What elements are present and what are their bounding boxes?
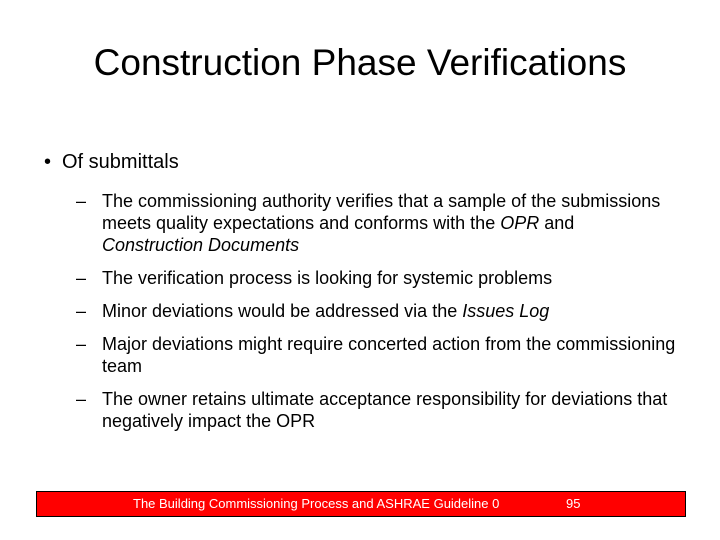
sub-bullet-item [76, 190, 676, 256]
italic-text-run: OPR [500, 213, 540, 233]
sub-bullet-item [76, 333, 676, 377]
sub-bullet-list [76, 190, 676, 443]
sub-bullet-item [76, 267, 676, 289]
sub-bullet-marker: – [76, 334, 87, 354]
sub-bullet-marker: – [76, 301, 87, 321]
text-run: Major deviations might require concerted action from the commissioning team [102, 334, 676, 376]
sub-bullet-marker: – [76, 389, 87, 409]
page-number: 95 [566, 496, 581, 511]
sub-bullet-text [102, 388, 676, 432]
sub-bullet-item [76, 300, 676, 322]
text-run: and [539, 213, 575, 233]
bullet-text: Of submittals [62, 151, 179, 173]
bullet-marker: • [44, 151, 52, 173]
sub-bullet-marker: – [76, 268, 87, 288]
italic-text-run: Construction Documents [102, 235, 300, 255]
sub-bullet-text [102, 300, 676, 322]
bullet-item [44, 149, 179, 175]
text-run: The verification process is looking for systemic problems [102, 268, 553, 288]
footer-text: The Building Commissioning Process and ASHRAE Guideline 0 [133, 496, 500, 511]
sub-bullet-text [102, 267, 676, 289]
sub-bullet-marker: – [76, 191, 87, 211]
sub-bullet-text [102, 190, 676, 256]
text-run: The commissioning authority verifies that a sample of the submissions meets quality expectations and conforms with the [102, 191, 661, 233]
sub-bullet-item [76, 388, 676, 432]
text-run: Minor deviations would be addressed via the [102, 301, 463, 321]
slide-title: Construction Phase Verifications [93, 42, 627, 83]
italic-text-run: Issues Log [462, 301, 550, 321]
text-run: The owner retains ultimate acceptance responsibility for deviations that negatively impact the OPR [102, 389, 668, 431]
sub-bullet-text [102, 333, 676, 377]
